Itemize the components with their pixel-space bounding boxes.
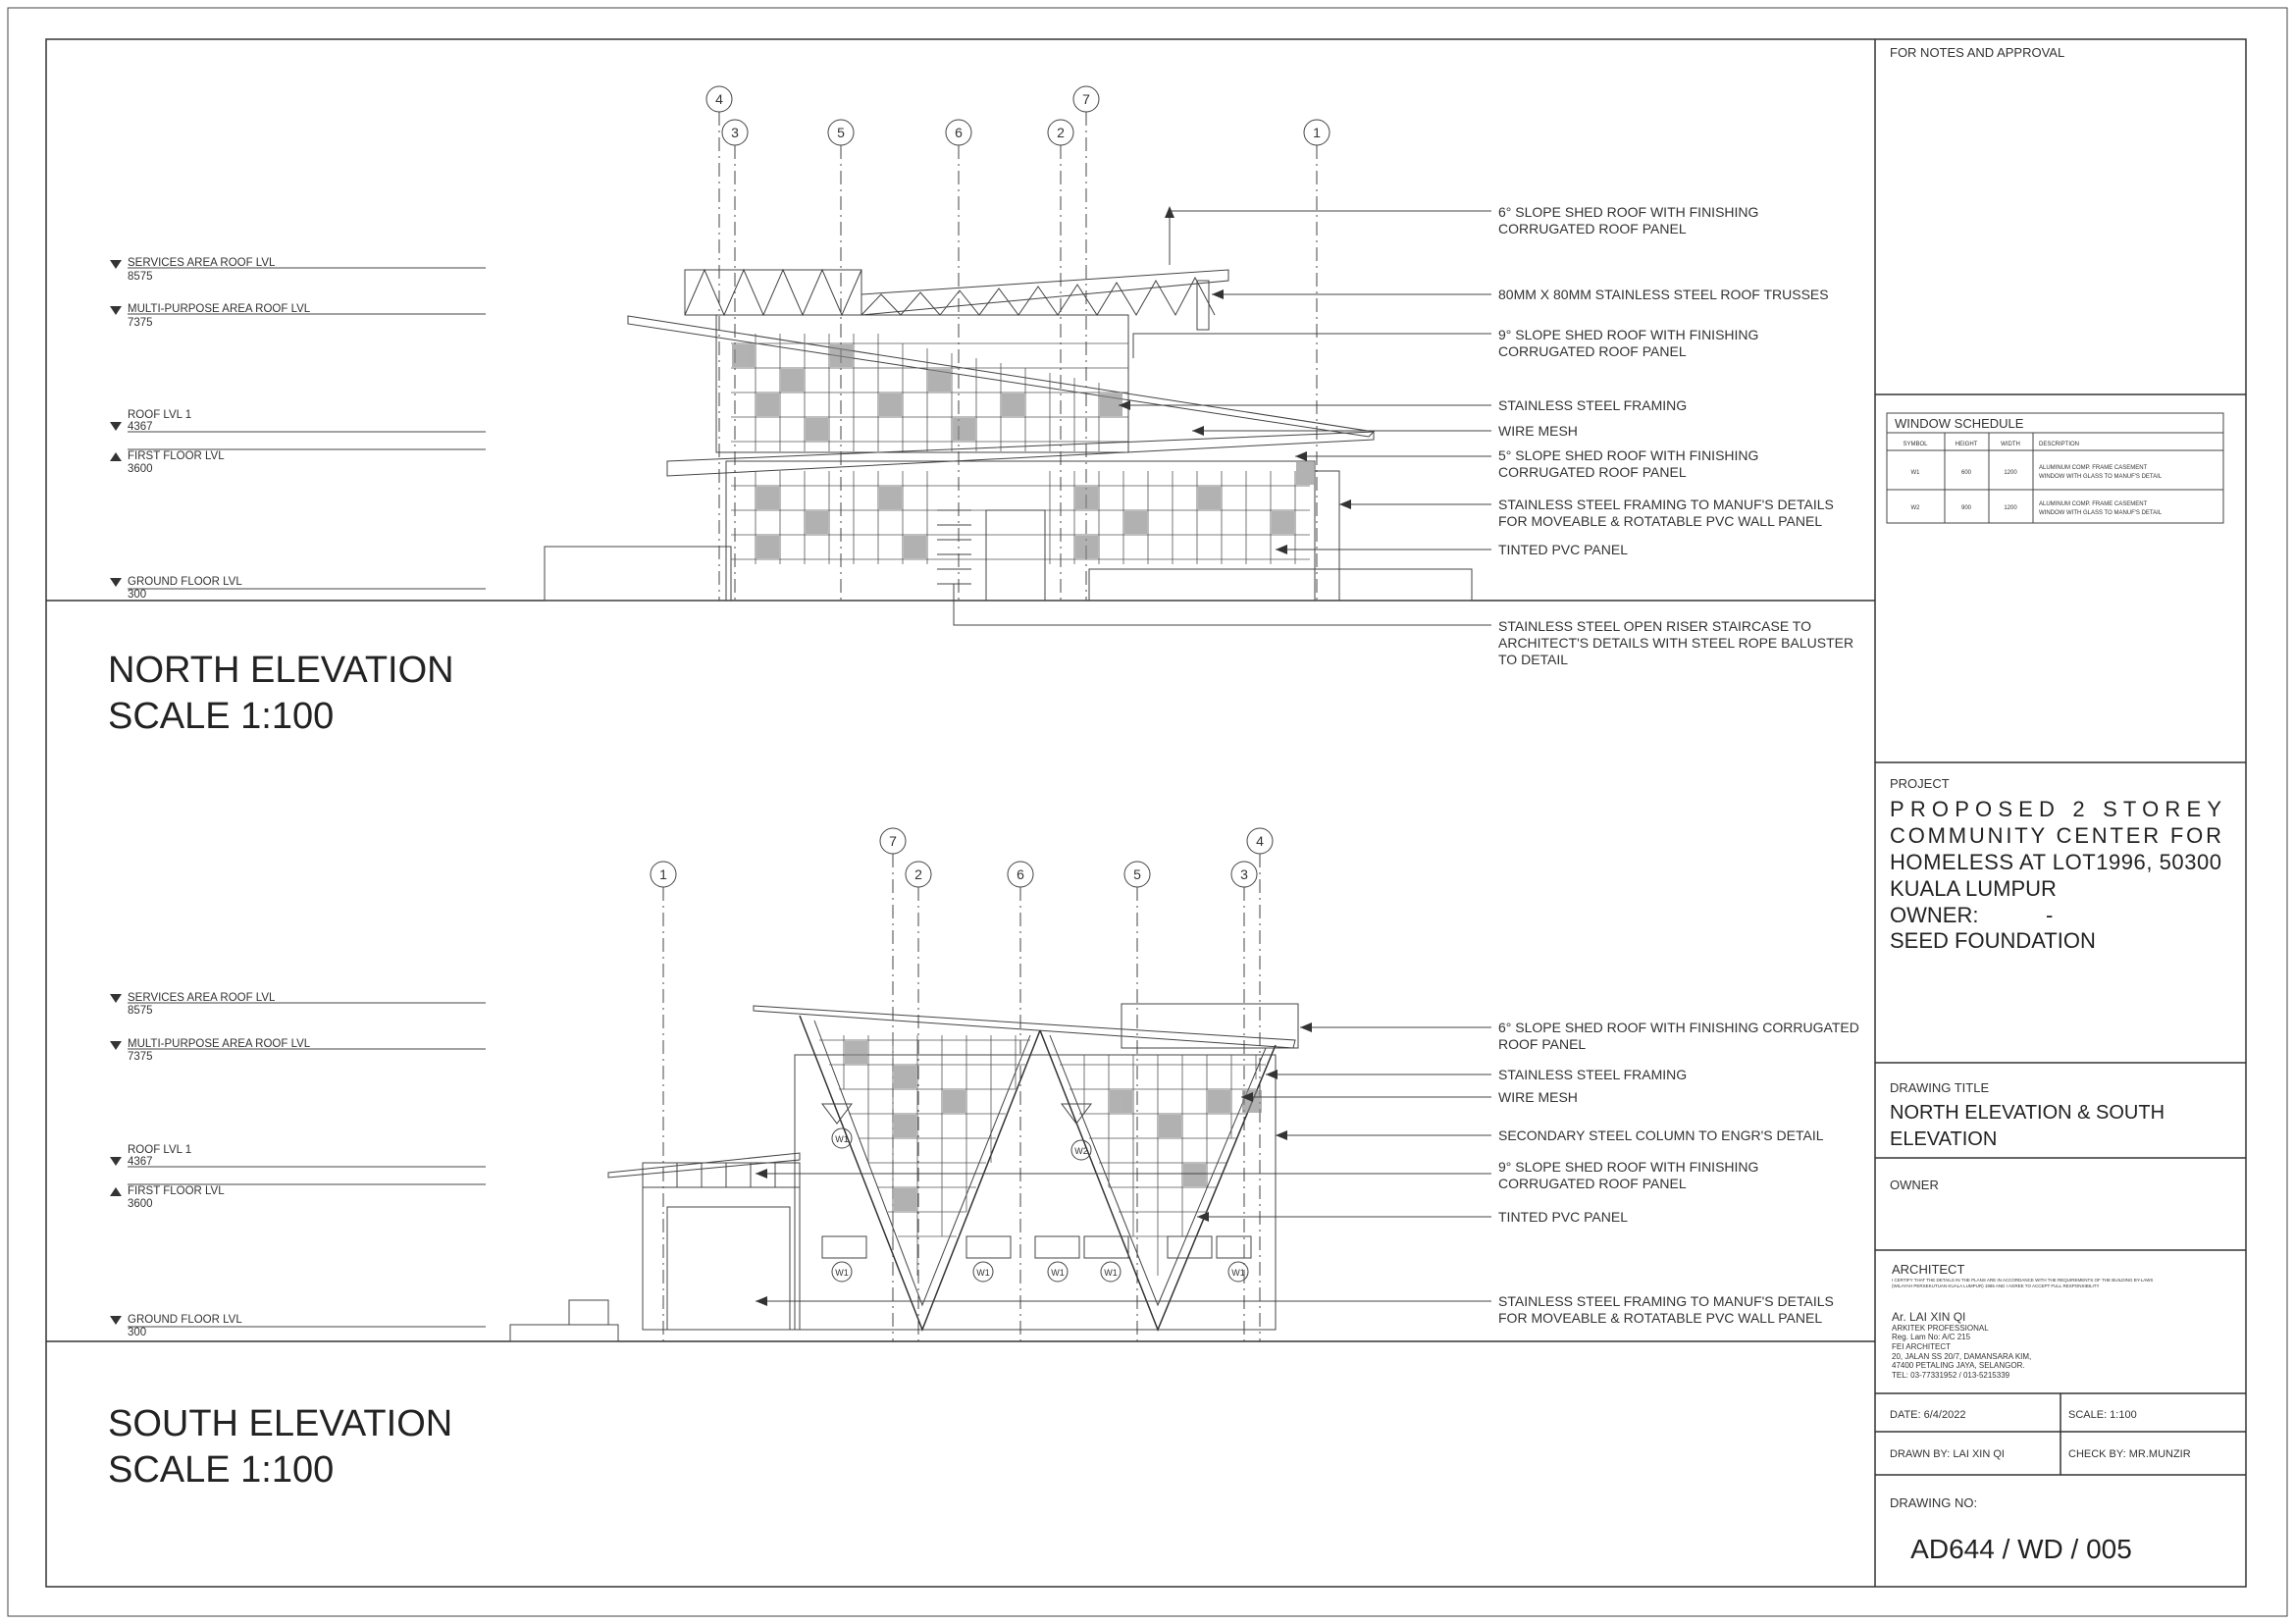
notes-heading: FOR NOTES AND APPROVAL [1890,45,2065,60]
annotation-callout [1295,447,1758,480]
svg-text:8575: 8575 [128,271,153,283]
south-grid-lines [651,828,1273,1341]
annotation-callout [1197,1209,1628,1225]
svg-text:FIRST FLOOR LVL: FIRST FLOOR LVL [128,1185,225,1197]
owner-dash: - [2046,903,2054,927]
annotation-callout [1276,1127,1824,1143]
drawing-no-label: DRAWING NO: [1890,1495,1978,1510]
level-marker [110,576,486,601]
svg-text:SERVICES AREA ROOF LVL: SERVICES AREA ROOF LVL [128,257,276,269]
svg-text:1: 1 [1313,125,1321,140]
svg-text:(WILAYAH PERSEKUTUAN KUALA LUM: (WILAYAH PERSEKUTUAN KUALA LUMPUR) 1985 AND I AGREE TO ACCEPT FULL RESPONSIBILITY [1892,1283,2100,1288]
svg-text:STAINLESS STEEL FRAMING: STAINLESS STEEL FRAMING [1498,397,1688,413]
svg-text:WIRE MESH: WIRE MESH [1498,423,1578,439]
svg-text:W1: W1 [835,1268,849,1278]
window-tag [1048,1262,1068,1282]
svg-text:3600: 3600 [128,463,153,475]
svg-text:WINDOW WITH GLASS TO MANUF'S D: WINDOW WITH GLASS TO MANUF'S DETAIL [2039,510,2163,516]
svg-text:GROUND FLOOR LVL: GROUND FLOOR LVL [128,576,242,588]
svg-text:W1: W1 [1051,1268,1065,1278]
svg-text:4: 4 [1256,833,1264,849]
svg-text:CORRUGATED ROOF PANEL: CORRUGATED ROOF PANEL [1498,221,1687,236]
svg-text:Reg. Lam No: A/C 215: Reg. Lam No: A/C 215 [1892,1333,1971,1341]
svg-text:CORRUGATED ROOF PANEL: CORRUGATED ROOF PANEL [1498,1176,1687,1191]
svg-text:SYMBOL: SYMBOL [1903,442,1928,447]
annotation-callout [1241,1089,1578,1105]
south-elevation-title: SOUTH ELEVATION [108,1403,453,1444]
date-field: DATE: 6/4/2022 [1890,1409,1966,1421]
svg-text:1200: 1200 [2004,505,2017,511]
svg-text:6° SLOPE SHED ROOF WITH FINISH: 6° SLOPE SHED ROOF WITH FINISHING [1498,204,1759,220]
svg-text:7375: 7375 [128,1051,153,1063]
window-tag [1228,1262,1248,1282]
svg-text:900: 900 [1960,505,1972,511]
project-label: PROJECT [1890,776,1950,791]
annotation-callout [1300,1020,1859,1052]
scale-field: SCALE: 1:100 [2068,1409,2137,1421]
south-level-markers [110,992,486,1338]
svg-text:7: 7 [1082,91,1090,107]
svg-text:FOR MOVEABLE & ROTATABLE PVC W: FOR MOVEABLE & ROTATABLE PVC WALL PANEL [1498,513,1823,529]
svg-text:5° SLOPE SHED ROOF WITH FINISH: 5° SLOPE SHED ROOF WITH FINISHING [1498,447,1759,463]
svg-text:300: 300 [128,589,147,601]
svg-text:2: 2 [1057,125,1065,140]
grid-bubble [1304,120,1330,601]
grid-bubble [1048,120,1073,601]
svg-text:I CERTIFY THAT THE DETAILS IN: I CERTIFY THAT THE DETAILS IN THE PLANS ARE IN ACCORDANCE WITH THE REQUIREMENTS OF THE BUILDING BY-LAWS [1892,1278,2154,1283]
window-schedule-table [1887,413,2223,523]
svg-text:300: 300 [128,1327,147,1338]
svg-text:ROOF LVL 1: ROOF LVL 1 [128,1144,192,1156]
svg-text:W2: W2 [1074,1146,1088,1156]
svg-text:ARCHITECT'S DETAILS WITH STEEL: ARCHITECT'S DETAILS WITH STEEL ROPE BALUSTER [1498,635,1854,651]
svg-text:SERVICES AREA ROOF LVL: SERVICES AREA ROOF LVL [128,992,276,1004]
svg-text:W1: W1 [1231,1268,1245,1278]
svg-text:9° SLOPE SHED ROOF WITH FINISH: 9° SLOPE SHED ROOF WITH FINISHING [1498,1159,1759,1175]
svg-text:W1: W1 [1104,1268,1118,1278]
south-elevation-building [510,1004,1298,1341]
svg-text:STAINLESS STEEL FRAMING TO MAN: STAINLESS STEEL FRAMING TO MANUF'S DETAILS [1498,497,1834,512]
svg-text:7: 7 [889,833,897,849]
svg-text:1: 1 [659,866,667,882]
svg-text:W2: W2 [1910,505,1920,511]
drawing-title-line: NORTH ELEVATION & SOUTH [1890,1102,2165,1124]
architect-name: Ar. LAI XIN QI [1892,1310,1966,1324]
drawing-title-line: ELEVATION [1890,1128,1998,1150]
title-block [1875,45,2246,1564]
svg-text:80MM X 80MM STAINLESS STEEL RO: 80MM X 80MM STAINLESS STEEL ROOF TRUSSES [1498,287,1829,302]
svg-text:DESCRIPTION: DESCRIPTION [2039,442,2080,447]
grid-bubble [651,862,676,1341]
svg-text:HEIGHT: HEIGHT [1955,442,1978,447]
south-elevation-scale: SCALE 1:100 [108,1449,335,1491]
window-tag [1101,1262,1121,1282]
window-tag [832,1128,852,1148]
annotation-callout [1192,423,1578,439]
svg-text:4367: 4367 [128,421,153,433]
svg-text:6: 6 [1017,866,1024,882]
svg-text:3600: 3600 [128,1198,153,1210]
check-by-field: CHECK BY: MR.MUNZIR [2068,1448,2191,1460]
svg-text:CORRUGATED ROOF PANEL: CORRUGATED ROOF PANEL [1498,343,1687,359]
drawn-by-field: DRAWN BY: LAI XIN QI [1890,1448,2005,1460]
svg-text:ROOF PANEL: ROOF PANEL [1498,1036,1587,1052]
svg-text:1200: 1200 [2004,470,2017,476]
annotation-callout [1212,287,1829,302]
svg-text:5: 5 [1133,866,1141,882]
svg-text:47400 PETALING JAYA, SELANGOR.: 47400 PETALING JAYA, SELANGOR. [1892,1361,2025,1370]
architect-label: ARCHITECT [1892,1262,1965,1277]
annotation-callout [1119,397,1687,413]
annotation-callout [1133,327,1758,359]
svg-text:WIRE MESH: WIRE MESH [1498,1089,1578,1105]
svg-text:ALUMINUM COMP. FRAME CASEMENT: ALUMINUM COMP. FRAME CASEMENT [2039,501,2148,507]
owner-name: SEED FOUNDATION [1890,928,2096,953]
project-line: PROPOSED 2 STOREY [1890,797,2221,821]
svg-text:3: 3 [1240,866,1248,882]
north-elevation-building [545,270,1472,601]
svg-text:4367: 4367 [128,1156,153,1168]
level-marker [110,992,486,1017]
svg-text:TEL: 03-77331952 / 013-5215339: TEL: 03-77331952 / 013-5215339 [1892,1371,2010,1380]
window-tag [832,1262,852,1282]
svg-text:600: 600 [1960,470,1972,476]
svg-text:MULTI-PURPOSE AREA ROOF LVL: MULTI-PURPOSE AREA ROOF LVL [128,1038,311,1050]
annotation-callout [1266,1067,1687,1082]
grid-bubble [706,86,732,601]
drawing-number: AD644 / WD / 005 [1910,1534,2132,1564]
north-level-markers [110,257,486,601]
svg-text:FIRST FLOOR LVL: FIRST FLOOR LVL [128,450,225,462]
level-marker [110,1184,486,1210]
svg-text:WINDOW WITH GLASS TO MANUF'S D: WINDOW WITH GLASS TO MANUF'S DETAIL [2039,474,2163,480]
drawing-title-label: DRAWING TITLE [1890,1080,1990,1095]
svg-text:6° SLOPE SHED ROOF WITH FINISH: 6° SLOPE SHED ROOF WITH FINISHING CORRUGATED [1498,1020,1859,1035]
project-line: HOMELESS AT LOT1996, 50300 [1890,850,2221,874]
svg-text:CORRUGATED ROOF PANEL: CORRUGATED ROOF PANEL [1498,464,1687,480]
north-elevation-scale: SCALE 1:100 [108,696,335,737]
svg-text:STAINLESS STEEL OPEN RISER STA: STAINLESS STEEL OPEN RISER STAIRCASE TO [1498,618,1811,634]
svg-text:FEI ARCHITECT: FEI ARCHITECT [1892,1342,1952,1351]
owner-line: OWNER: [1890,903,1979,927]
owner-label: OWNER [1890,1178,1939,1192]
window-tag [973,1262,993,1282]
svg-text:W1: W1 [976,1268,990,1278]
svg-text:4: 4 [715,91,723,107]
svg-text:6: 6 [955,125,963,140]
svg-text:2: 2 [914,866,922,882]
project-line: COMMUNITY CENTER FOR [1890,823,2221,848]
level-marker [110,409,486,433]
window-tag [1071,1140,1091,1160]
level-marker [110,257,486,283]
svg-text:MULTI-PURPOSE AREA ROOF LVL: MULTI-PURPOSE AREA ROOF LVL [128,303,311,315]
annotation-callout [1276,542,1628,557]
svg-text:ALUMINUM COMP. FRAME CASEMENT: ALUMINUM COMP. FRAME CASEMENT [2039,465,2148,471]
svg-text:W1: W1 [1910,470,1920,476]
svg-text:9° SLOPE SHED ROOF WITH FINISH: 9° SLOPE SHED ROOF WITH FINISHING [1498,327,1759,342]
svg-text:7375: 7375 [128,317,153,329]
svg-text:TINTED PVC PANEL: TINTED PVC PANEL [1498,542,1628,557]
svg-text:STAINLESS STEEL FRAMING: STAINLESS STEEL FRAMING [1498,1067,1688,1082]
svg-text:ARKITEK PROFESSIONAL: ARKITEK PROFESSIONAL [1892,1324,1989,1333]
svg-text:20, JALAN SS 20/7, DAMANSARA K: 20, JALAN SS 20/7, DAMANSARA KIM, [1892,1352,2032,1361]
south-annotations [756,1020,1859,1326]
level-marker [110,1314,486,1338]
svg-text:WIDTH: WIDTH [2001,442,2020,447]
svg-text:8575: 8575 [128,1005,153,1017]
grid-bubble [946,120,971,601]
project-line: KUALA LUMPUR [1890,876,2057,901]
svg-text:SECONDARY STEEL COLUMN TO ENGR: SECONDARY STEEL COLUMN TO ENGR'S DETAIL [1498,1127,1824,1143]
svg-text:TINTED PVC PANEL: TINTED PVC PANEL [1498,1209,1628,1225]
annotation-callout [756,1159,1758,1191]
north-elevation-title: NORTH ELEVATION [108,650,454,691]
svg-text:GROUND FLOOR LVL: GROUND FLOOR LVL [128,1314,242,1326]
svg-text:TO DETAIL: TO DETAIL [1498,652,1569,667]
window-schedule-heading: WINDOW SCHEDULE [1895,416,2024,431]
svg-text:3: 3 [731,125,739,140]
svg-text:ROOF LVL 1: ROOF LVL 1 [128,409,192,421]
svg-text:STAINLESS STEEL FRAMING TO MAN: STAINLESS STEEL FRAMING TO MANUF'S DETAILS [1498,1293,1834,1309]
level-marker [110,1038,486,1063]
svg-text:FOR MOVEABLE & ROTATABLE PVC W: FOR MOVEABLE & ROTATABLE PVC WALL PANEL [1498,1310,1823,1326]
annotation-callout [756,1293,1834,1326]
svg-text:W1: W1 [835,1134,849,1144]
annotation-callout [1165,204,1758,265]
level-marker [110,449,486,475]
grid-bubble [906,862,931,1341]
annotation-callout [1339,497,1834,529]
svg-text:5: 5 [837,125,845,140]
level-marker [110,1144,486,1168]
level-marker [110,303,486,329]
